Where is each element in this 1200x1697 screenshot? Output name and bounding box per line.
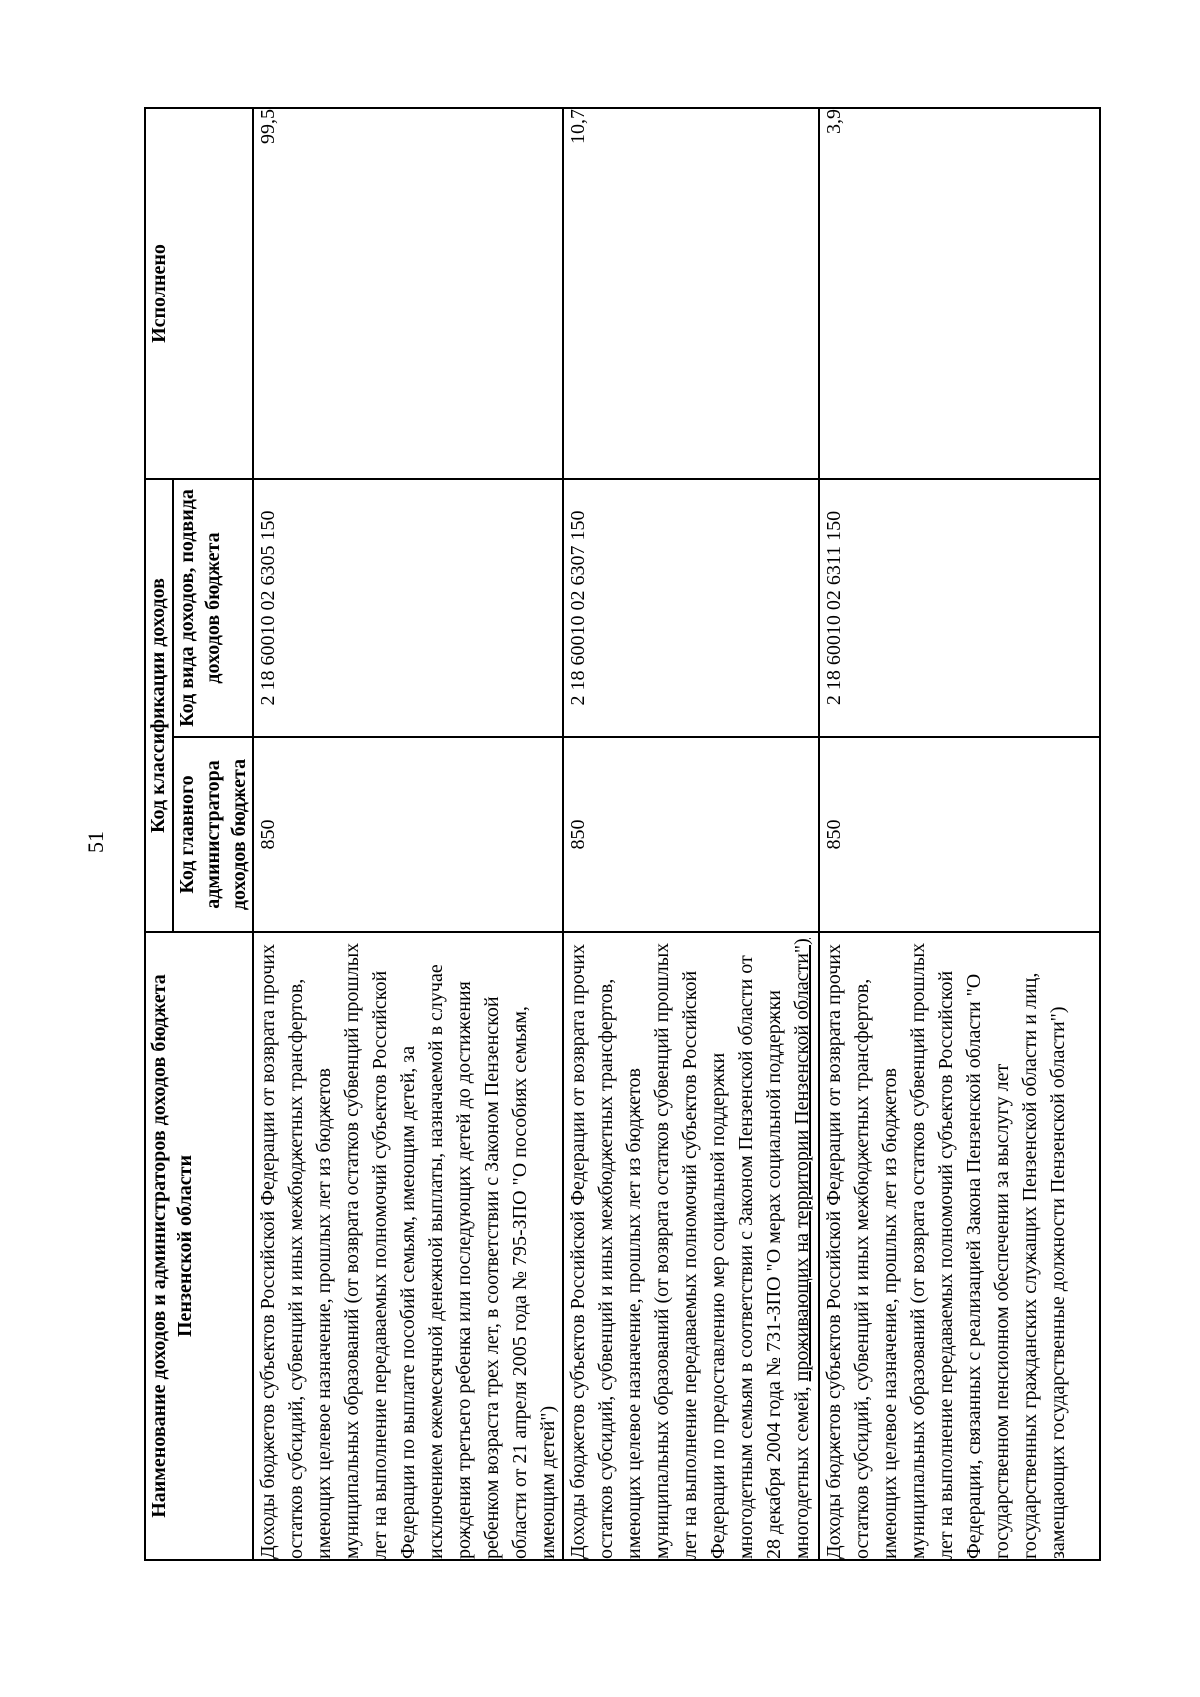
row-name-cell	[563, 932, 819, 1560]
header-code-group: Код классификации доходов	[145, 479, 173, 932]
table-row	[563, 108, 819, 1560]
row-name-underlined: проживающих на территории Пензенской области")	[791, 938, 813, 1382]
row-executed: 3,9	[819, 108, 1100, 479]
header-type-code: Код вида доходов, подвида доходов бюджета	[173, 479, 253, 737]
row-executed: 10,7	[563, 108, 819, 479]
row-admin-code: 850	[253, 737, 563, 932]
row-name-cell	[819, 932, 1100, 1560]
row-name: Доходы бюджетов субъектов Российской Федерации от возврата прочих остатков субсидий, субвенций и иных межбюджетных трансфертов, имеющих целевое назначение, прошлых лет из бюджетов муниципальных образований (от возврата остатков субвенций прошлых лет на выполнение передаваемых полномочий субъектов Российской Федерации по предоставлению мер социальной поддержки многодетным семьям в соответствии с Законом Пензенской области от 28 декабря 2004 года № 731-ЗПО "О мерах социальной поддержки многодетных семей,	[567, 942, 813, 1559]
header-row-1	[145, 108, 173, 1560]
row-admin-code: 850	[819, 737, 1100, 932]
row-type-code: 2 18 60010 02 6307 150	[563, 479, 819, 737]
rotated-table-wrapper	[144, 108, 1069, 1561]
table-row	[253, 108, 563, 1560]
row-type-code: 2 18 60010 02 6305 150	[253, 479, 563, 737]
row-type-code: 2 18 60010 02 6311 150	[819, 479, 1100, 737]
header-executed: Исполнено	[145, 108, 253, 479]
row-admin-code: 850	[563, 737, 819, 932]
header-name: Наименование доходов и администраторов доходов бюджета Пензенской области	[145, 932, 253, 1560]
row-name: Доходы бюджетов субъектов Российской Федерации от возврата прочих остатков субсидий, субвенций и иных межбюджетных трансфертов, имеющих целевое назначение, прошлых лет из бюджетов муниципальных образований (от возврата остатков субвенций прошлых лет на выполнение передаваемых полномочий субъектов Российской Федерации по выплате пособий семьям, имеющим детей, за исключением ежемесячной денежной выплаты, назначаемой в случае рождения третьего ребенка или последующих детей до достижения ребенком возраста трех лет, в соответствии с Законом Пензенской области от 21 апреля 2005 года № 795-ЗПО "О пособиях семьям, имеющим детей")	[257, 942, 559, 1559]
revenue-table	[144, 107, 1101, 1561]
table-row	[819, 108, 1100, 1560]
row-name: Доходы бюджетов субъектов Российской Федерации от возврата прочих остатков субсидий, субвенций и иных межбюджетных трансфертов, имеющих целевое назначение, прошлых лет из бюджетов муниципальных образований (от возврата остатков субвенций прошлых лет на выполнение передаваемых полномочий субъектов Российской Федерации, связанных с реализацией Закона Пензенской области "О государственном пенсионном обеспечении за выслугу лет государственных гражданских служащих Пензенской области и лиц, замещающих государственные должности Пензенской области")	[823, 942, 1069, 1559]
header-admin-code: Код главного администратора доходов бюджета	[173, 737, 253, 932]
row-executed: 99,5	[253, 108, 563, 479]
row-name-cell	[253, 932, 563, 1560]
page-number: 51	[83, 831, 108, 853]
